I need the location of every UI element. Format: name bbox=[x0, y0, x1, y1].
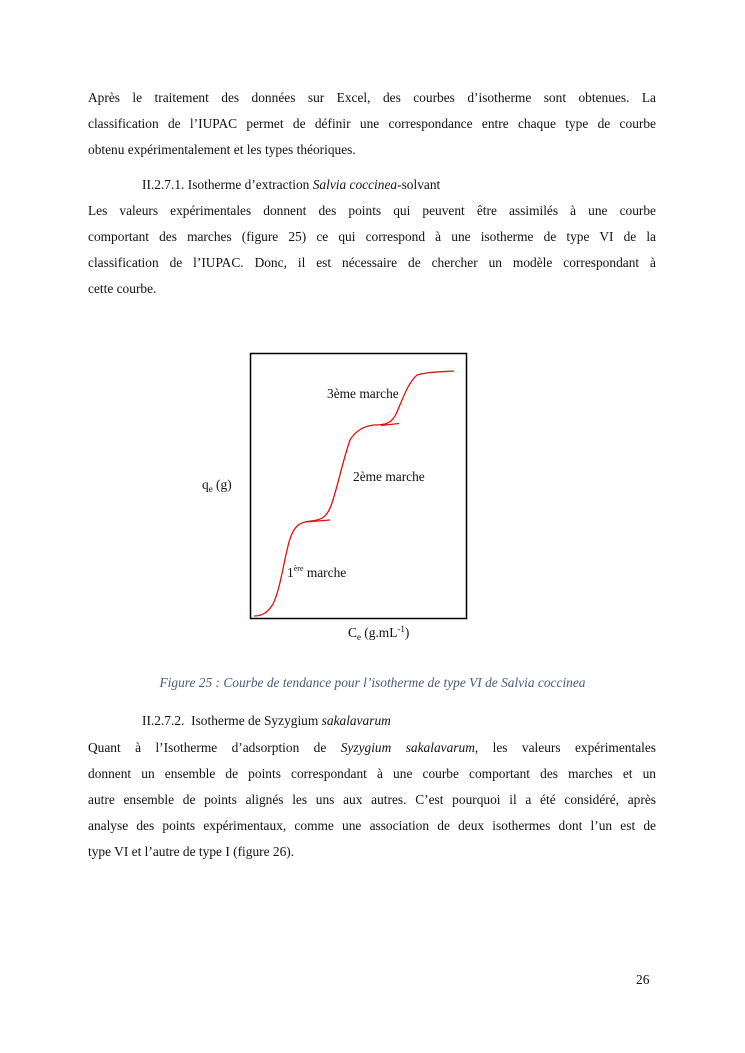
section1-line: cette courbe. bbox=[88, 281, 157, 296]
section1-line: comportant des marches (figure 25) ce qui correspond à une isotherme de type VI de la bbox=[88, 229, 656, 244]
section-title-suffix: -solvant bbox=[397, 177, 441, 192]
x-axis-label: $C_e$ $(g.mL^{-1})$ bbox=[348, 624, 410, 642]
figure-caption: Figure 25 : Courbe de tendance pour l’isotherme de type VI de Salvia coccinea bbox=[159, 675, 586, 690]
section2-line: Quant à l’Isotherme d’adsorption de Syzygium sakalavarum, les valeurs expérimentales bbox=[88, 740, 657, 755]
intro-line: Après le traitement des données sur Excel, des courbes d’isotherme sont obtenues. La bbox=[88, 90, 656, 105]
section-title-prefix: Isotherme d’extraction bbox=[187, 177, 313, 192]
step3-label: 3ème marche bbox=[327, 386, 399, 401]
intro-line: classification de l’IUPAC permet de définir une correspondance entre chaque type de courbe bbox=[88, 116, 656, 131]
section-title-italic: sakalavarum bbox=[321, 713, 391, 728]
section2-line: autre ensemble de points alignés les uns aux autres. C’est pourquoi il a été considéré, après bbox=[88, 792, 656, 807]
page-number: 26 bbox=[636, 972, 650, 987]
step1-label: 1ère marche bbox=[287, 564, 347, 580]
section1-line: Les valeurs expérimentales donnent des points qui peuvent être assimilés à une courbe bbox=[88, 203, 656, 218]
step2-label: 2ème marche bbox=[353, 469, 425, 484]
y-axis-label: $q_e$ (g) bbox=[202, 477, 232, 494]
section-title-prefix: Isotherme de Syzygium bbox=[191, 713, 322, 728]
isotherm-curve bbox=[254, 371, 454, 616]
section-number: II.2.7.2. bbox=[142, 713, 185, 728]
section2-line: donnent un ensemble de points correspondant à une courbe comportant des marches et un bbox=[88, 766, 656, 781]
intro-line: obtenu expérimentalement et les types théoriques. bbox=[88, 142, 356, 157]
section-title-italic: Salvia coccinea bbox=[312, 177, 398, 192]
section-number: II.2.7.1. bbox=[142, 177, 185, 192]
section1-line: classification de l’IUPAC. Donc, il est nécessaire de chercher un modèle correspondant à bbox=[88, 255, 656, 270]
section2-line: analyse des points expérimentaux, comme une association de deux isothermes dont l’un est de bbox=[88, 818, 656, 833]
section-heading-2 bbox=[142, 712, 391, 730]
section2-line: type VI et l’autre de type I (figure 26). bbox=[88, 844, 295, 859]
section2-paragraph bbox=[88, 735, 656, 865]
